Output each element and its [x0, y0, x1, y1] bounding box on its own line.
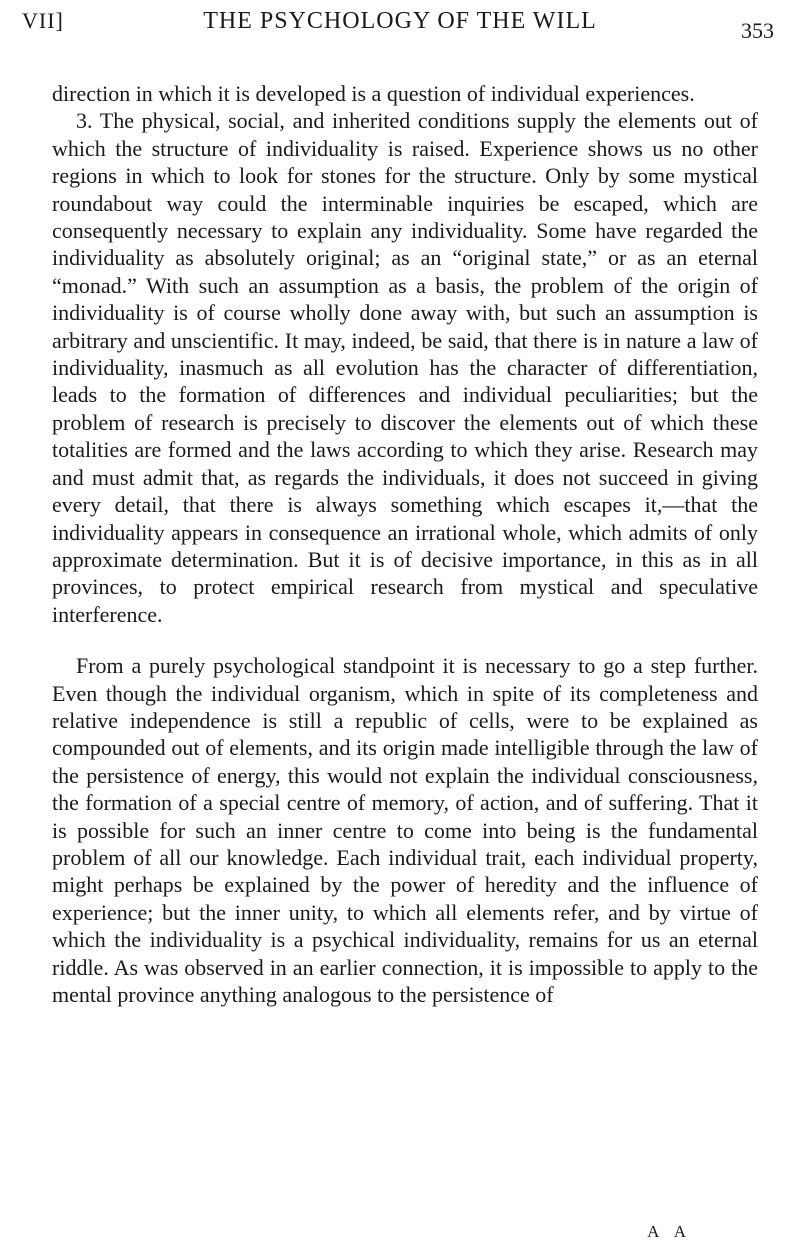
page-number: 353: [741, 18, 774, 43]
running-title: THE PSYCHOLOGY OF THE WILL: [203, 8, 597, 34]
running-head: [22, 8, 778, 42]
body-text: [52, 80, 758, 1008]
paragraph-section-3: 3. The physical, social, and inherited conditions supply the elements out of which the structure of individuality is raised. Experience shows us no other regions in which to look for stones for the structure. Only by some mystical roundabout way could the interminable inquiries be escaped, which are consequently necessary to explain any individuality. Some have regarded the individuality as absolutely original; as an “original state,” or as an eternal “monad.” With such an assumption as a basis, the problem of the origin of individuality is of course wholly done away with, but such an assumption is arbitrary and unscientific. It may, indeed, be said, that there is in nature a law of individuality, inasmuch as all evolution has the character of differentiation, leads to the formation of differences and individual peculiarities; but the problem of research is precisely to discover the elements out of which these totalities are formed and the laws according to which they arise. Research may and must admit that, as regards the individuals, it does not succeed in giving every detail, that there is always something which escapes it,—that the individuality appears in consequence an irrational whole, which admits of only approximate determination. But it is of decisive importance, in this as in all provinces, to protect empirical research from mystical and speculative interference.: [52, 108, 758, 627]
paragraph-psychological-standpoint: From a purely psychological standpoint it is necessary to go a step further. Even though the individual organism, which in spite of its completeness and relative independence is still a republic of cells, were to be explained as compounded out of elements, and its origin made intelligible through the law of the persistence of energy, this would not explain the individual consciousness, the formation of a special centre of memory, of action, and of suffering. That it is possible for such an inner centre to come into being is the fundamental problem of all our knowledge. Each individual trait, each individual property, might perhaps be explained by the power of heredity and the influence of experience; but the inner unity, to which all elements refer, and by virtue of which the individuality is a psychical individuality, remains for us an eternal riddle. As was observed in an earlier connection, it is impossible to apply to the mental province anything analogous to the persistence of: [52, 653, 758, 1007]
paragraph-continuation: direction in which it is developed is a question of individual experiences.: [52, 81, 695, 106]
chapter-number: VII]: [22, 8, 64, 33]
signature-mark: A A: [647, 1222, 692, 1241]
